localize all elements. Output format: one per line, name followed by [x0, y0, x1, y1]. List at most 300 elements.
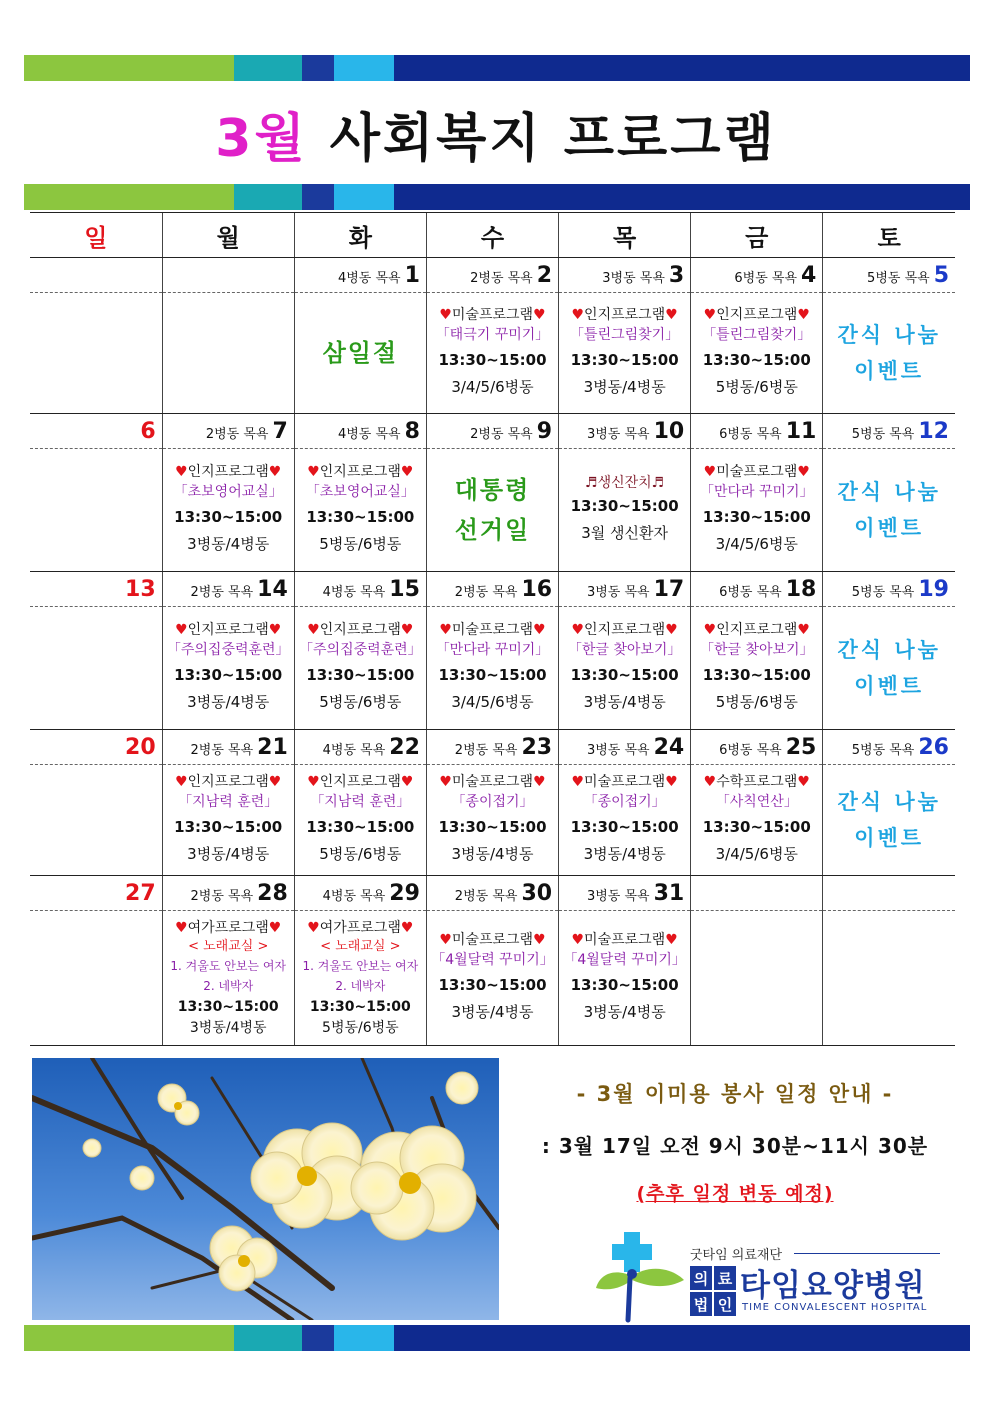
program-cell	[162, 293, 294, 414]
program-title	[691, 773, 822, 791]
heart-icon: ♥	[307, 464, 320, 480]
week-date-row	[30, 572, 955, 607]
program-cell	[823, 911, 955, 1046]
program-time: 13:30~15:00	[438, 666, 547, 684]
program-name: 인지프로그램	[716, 307, 798, 323]
heart-icon: ♥	[439, 932, 452, 948]
day-header-cell	[823, 876, 955, 911]
program-title	[163, 463, 294, 481]
date-number: 28	[257, 880, 288, 906]
program-time: 13:30~15:00	[177, 998, 279, 1015]
week-program-row	[30, 449, 955, 572]
heart-icon: ♥	[533, 307, 546, 323]
day-header-cell	[30, 572, 162, 607]
bath-schedule-label: 3병동 목욕	[586, 584, 650, 600]
date-number: 14	[257, 576, 288, 602]
day-header-cell	[294, 258, 426, 293]
date-number: 19	[918, 576, 949, 602]
day-header-cell	[162, 258, 294, 293]
program-cell	[294, 911, 426, 1046]
program-cell	[559, 449, 691, 572]
date-number: 7	[272, 418, 288, 444]
program-cell	[559, 607, 691, 730]
program-name: 미술프로그램	[584, 932, 666, 948]
program-ward: 3/4/5/6병동	[451, 378, 534, 396]
date-number: 10	[653, 418, 685, 444]
day-header-cell	[559, 572, 691, 607]
program-name: 인지프로그램	[187, 464, 269, 480]
program-cell	[426, 911, 558, 1046]
heart-icon: ♥	[797, 464, 810, 480]
program-name: 미술프로그램	[584, 774, 666, 790]
program-title	[295, 621, 426, 639]
day-header-cell	[823, 730, 955, 765]
date-number: 23	[521, 734, 553, 760]
heart-icon: ♥	[533, 622, 546, 638]
program-name: 미술프로그램	[451, 622, 534, 638]
program-subtitle: 「지남력 훈련」	[178, 794, 279, 810]
program-name: 미술프로그램	[716, 464, 798, 480]
week-program-row	[30, 293, 955, 414]
heart-icon: ♥	[797, 622, 810, 638]
weekday-thu: 목	[559, 213, 691, 258]
program-ward: 5병동/6병동	[715, 378, 798, 396]
program-subtitle: 「한글 찾아보기」	[699, 642, 814, 658]
program-cell	[162, 607, 294, 730]
program-title	[163, 621, 294, 639]
heart-icon: ♥	[665, 774, 678, 790]
weekday-mon: 월	[162, 213, 294, 258]
bath-schedule-label: 4병동 목욕	[337, 426, 401, 442]
heart-icon: ♥	[268, 464, 282, 480]
calendar-table	[30, 212, 955, 1046]
program-time: 13:30~15:00	[570, 497, 679, 515]
bath-schedule-label: 3병동 목욕	[586, 426, 650, 442]
heart-icon: ♥	[439, 774, 452, 790]
bath-schedule-label: 5병동 목욕	[851, 742, 915, 758]
program-subtitle: 「틀린그림찾기」	[570, 327, 680, 343]
program-subtitle: 「만다라 꾸미기」	[435, 642, 550, 658]
program-time: 13:30~15:00	[702, 508, 811, 526]
program-time: 13:30~15:00	[702, 351, 811, 369]
snack-event-label: 간식 나눔	[837, 790, 941, 814]
program-name: 수학프로그램	[716, 774, 798, 790]
date-number: 17	[653, 576, 685, 602]
program-time: 13:30~15:00	[309, 998, 411, 1015]
bath-schedule-label: 5병동 목욕	[851, 584, 915, 600]
heart-icon: ♥	[571, 774, 585, 790]
date-number: 21	[257, 734, 288, 760]
program-time: 13:30~15:00	[174, 508, 283, 526]
program-cell	[294, 765, 426, 876]
sunday-date-number: 20	[125, 734, 156, 760]
bath-schedule-label: 2병동 목욕	[190, 584, 254, 600]
heart-icon: ♥	[703, 622, 717, 638]
program-cell	[426, 449, 558, 572]
plum-blossom-photo	[32, 1058, 499, 1320]
program-title	[295, 463, 426, 481]
heart-icon: ♥	[307, 774, 320, 790]
week-date-row	[30, 258, 955, 293]
program-cell	[162, 765, 294, 876]
bottom-color-band	[24, 1325, 970, 1351]
program-cell	[30, 765, 162, 876]
song-item: 2. 네박자	[203, 978, 254, 993]
date-number: 22	[389, 734, 420, 760]
program-time: 13:30~15:00	[702, 666, 811, 684]
notice-detail: : 3월 17일 오전 9시 30분~11시 30분	[541, 1134, 929, 1158]
program-subtitle: 「만다라 꾸미기」	[699, 484, 814, 500]
program-subtitle: 「4월달력 꾸미기」	[563, 952, 686, 968]
program-title	[691, 621, 822, 639]
day-header-cell	[30, 258, 162, 293]
program-subtitle: 「주의집중력훈련」	[166, 642, 290, 658]
program-cell	[30, 293, 162, 414]
program-ward: 3/4/5/6병동	[715, 535, 798, 553]
program-time: 13:30~15:00	[570, 351, 679, 369]
day-header-cell	[559, 730, 691, 765]
heart-icon: ♥	[175, 622, 188, 638]
snack-event-label: 이벤트	[854, 516, 925, 540]
program-ward: 5병동/6병동	[319, 845, 402, 863]
program-cell	[426, 765, 558, 876]
bath-schedule-label: 4병동 목욕	[322, 584, 386, 600]
heart-icon: ♥	[175, 919, 188, 936]
notice-heading: - 3월 이미용 봉사 일정 안내 -	[576, 1082, 894, 1106]
date-number: 4	[801, 262, 817, 288]
program-subtitle: 「사칙연산」	[715, 794, 798, 810]
heart-icon: ♥	[797, 307, 810, 323]
day-header-cell	[691, 572, 823, 607]
program-name: 인지프로그램	[187, 622, 269, 638]
program-cell	[823, 449, 955, 572]
corp-char: 법	[690, 1292, 712, 1316]
day-header-cell	[162, 572, 294, 607]
day-header-cell	[426, 414, 558, 449]
date-number: 29	[389, 880, 420, 906]
heart-icon: ♥	[175, 774, 188, 790]
day-header-cell	[691, 876, 823, 911]
program-cell	[559, 765, 691, 876]
program-ward: 3병동/4병동	[451, 845, 534, 863]
snack-event-label: 이벤트	[854, 826, 925, 850]
program-ward: 5병동/6병동	[319, 693, 402, 711]
heart-icon: ♥	[571, 932, 585, 948]
date-number: 30	[521, 880, 553, 906]
heart-icon: ♥	[268, 622, 282, 638]
sunday-date-number: 27	[125, 880, 156, 906]
program-title	[163, 919, 294, 937]
bath-schedule-label: 6병동 목욕	[719, 426, 782, 442]
program-time: 13:30~15:00	[570, 976, 679, 994]
title-bottom-band	[24, 184, 970, 210]
program-subtitle: 「초보영어교실」	[173, 484, 283, 500]
bath-schedule-label: 2병동 목욕	[190, 742, 254, 758]
program-name: 여가프로그램	[187, 919, 269, 936]
day-header-cell	[691, 258, 823, 293]
program-title	[559, 621, 690, 639]
program-title	[691, 463, 822, 481]
program-cell	[691, 911, 823, 1046]
bath-schedule-label: 2병동 목욕	[454, 888, 518, 904]
heart-icon: ♥	[533, 932, 546, 948]
program-cell	[294, 293, 426, 414]
date-number: 12	[918, 418, 949, 444]
day-header-cell	[294, 876, 426, 911]
date-number: 9	[536, 418, 553, 444]
program-title: ♬생신잔치♬	[585, 475, 665, 491]
date-number: 8	[404, 418, 420, 444]
weekday-sat: 토	[823, 213, 955, 258]
program-title	[427, 621, 558, 639]
program-cell	[30, 911, 162, 1046]
heart-icon: ♥	[268, 919, 282, 936]
program-ward: 3병동/4병동	[189, 1019, 267, 1036]
heart-icon: ♥	[175, 464, 188, 480]
heart-icon: ♥	[571, 307, 585, 323]
program-ward: 3/4/5/6병동	[451, 693, 534, 711]
program-time: 13:30~15:00	[570, 666, 679, 684]
program-title	[427, 773, 558, 791]
heart-icon: ♥	[307, 919, 320, 936]
program-cell	[691, 765, 823, 876]
volunteer-notice	[500, 1078, 970, 1206]
heart-icon: ♥	[268, 774, 282, 790]
heart-icon: ♥	[400, 464, 414, 480]
program-ward: 3/4/5/6병동	[715, 845, 798, 863]
sunday-date-number: 13	[125, 576, 156, 602]
program-time: 13:30~15:00	[306, 508, 415, 526]
hospital-name-english: TIME CONVALESCENT HOSPITAL	[742, 1302, 928, 1313]
corp-char: 인	[714, 1292, 736, 1316]
program-subtitle: 「지남력 훈련」	[310, 794, 411, 810]
hospital-name: 타임요양병원	[740, 1268, 926, 1304]
heart-icon: ♥	[400, 919, 414, 936]
program-name: 인지프로그램	[319, 464, 401, 480]
foundation-name: 굿타임 의료재단	[690, 1248, 783, 1263]
heart-icon: ♥	[533, 774, 546, 790]
bath-schedule-label: 2병동 목욕	[190, 888, 254, 904]
bath-schedule-label: 5병동 목욕	[851, 426, 915, 442]
program-ward: 3병동/4병동	[187, 845, 270, 863]
date-number: 5	[933, 262, 949, 288]
heart-icon: ♥	[703, 774, 717, 790]
program-ward: 5병동/6병동	[715, 693, 798, 711]
program-ward: 3병동/4병동	[583, 845, 666, 863]
day-header-cell	[559, 258, 691, 293]
date-number: 15	[389, 576, 420, 602]
bath-schedule-label: 4병동 목욕	[322, 742, 386, 758]
program-ward: 3월 생신환자	[581, 524, 669, 542]
program-name: 인지프로그램	[584, 307, 666, 323]
corp-char: 료	[714, 1266, 736, 1290]
date-number: 2	[536, 262, 553, 288]
program-title	[691, 306, 822, 324]
bath-schedule-label: 4병동 목욕	[337, 270, 401, 286]
program-title	[559, 773, 690, 791]
bath-schedule-label: 5병동 목욕	[867, 270, 930, 286]
program-name: 미술프로그램	[451, 307, 534, 323]
date-number: 26	[918, 734, 949, 760]
heart-icon: ♥	[439, 307, 452, 323]
day-header-cell	[30, 414, 162, 449]
program-time: 13:30~15:00	[174, 666, 283, 684]
date-number: 31	[653, 880, 685, 906]
bath-schedule-label: 3병동 목욕	[602, 270, 665, 286]
page-title: 3월 사회복지 프로그램	[215, 109, 777, 169]
bath-schedule-label: 3병동 목욕	[586, 888, 650, 904]
bath-schedule-label: 2병동 목욕	[454, 584, 518, 600]
program-time: 13:30~15:00	[438, 976, 547, 994]
program-ward: 5병동/6병동	[322, 1019, 399, 1036]
date-number: 3	[668, 262, 685, 288]
hospital-logo	[594, 1228, 944, 1324]
program-subtitle: 「초보영어교실」	[305, 484, 415, 500]
program-cell	[559, 911, 691, 1046]
heart-icon: ♥	[571, 622, 585, 638]
weekday-header-row	[30, 213, 955, 258]
program-time: 13:30~15:00	[306, 818, 415, 836]
bath-schedule-label: 3병동 목욕	[586, 742, 650, 758]
program-cell	[823, 607, 955, 730]
program-name: 인지프로그램	[319, 622, 401, 638]
snack-event-label: 이벤트	[854, 359, 925, 383]
holiday-label: 선거일	[454, 516, 531, 544]
logo-divider	[794, 1253, 940, 1254]
bath-schedule-label: 2병동 목욕	[470, 270, 533, 286]
program-ward: 3병동/4병동	[451, 1003, 534, 1021]
day-header-cell	[823, 572, 955, 607]
week-program-row	[30, 765, 955, 876]
weekday-tue: 화	[294, 213, 426, 258]
snack-event-label: 간식 나눔	[837, 480, 941, 504]
program-name: 미술프로그램	[451, 774, 534, 790]
holiday-label: 삼일절	[322, 339, 399, 367]
bath-schedule-label: 6병동 목욕	[719, 584, 782, 600]
program-cell	[294, 449, 426, 572]
holiday-label: 대통령	[454, 476, 531, 504]
program-subtitle: 「틀린그림찾기」	[702, 327, 812, 343]
program-title	[295, 919, 426, 937]
program-time: 13:30~15:00	[570, 818, 679, 836]
program-ward: 3병동/4병동	[583, 1003, 666, 1021]
day-header-cell	[162, 730, 294, 765]
bath-schedule-label: 6병동 목욕	[719, 742, 782, 758]
snack-event-label: 간식 나눔	[837, 638, 941, 662]
program-cell	[162, 449, 294, 572]
program-title	[427, 306, 558, 324]
date-number: 1	[404, 262, 420, 288]
day-header-cell	[823, 414, 955, 449]
program-time: 13:30~15:00	[702, 818, 811, 836]
day-header-cell	[294, 572, 426, 607]
program-name: 미술프로그램	[451, 932, 534, 948]
day-header-cell	[426, 572, 558, 607]
program-cell	[559, 293, 691, 414]
program-cell	[162, 911, 294, 1046]
program-name: 인지프로그램	[319, 774, 401, 790]
day-header-cell	[294, 414, 426, 449]
date-number: 16	[521, 576, 553, 602]
program-name: 인지프로그램	[584, 622, 666, 638]
day-header-cell	[426, 730, 558, 765]
program-cell	[30, 607, 162, 730]
song-item: 2. 네박자	[335, 978, 386, 993]
day-header-cell	[426, 876, 558, 911]
program-ward: 3병동/4병동	[187, 535, 270, 553]
heart-icon: ♥	[665, 307, 678, 323]
day-header-cell	[823, 258, 955, 293]
program-subtitle: 「종이접기」	[583, 794, 666, 810]
program-subtitle: 「주의집중력훈련」	[299, 642, 422, 658]
heart-icon: ♥	[703, 307, 717, 323]
song-item: 1. 겨울도 안보는 여자	[302, 958, 419, 973]
day-header-cell	[294, 730, 426, 765]
day-header-cell	[559, 876, 691, 911]
day-header-cell	[30, 730, 162, 765]
week-date-row	[30, 876, 955, 911]
program-title	[295, 773, 426, 791]
program-title	[559, 306, 690, 324]
program-subtitle: 「4월달력 꾸미기」	[431, 952, 554, 968]
weekday-sun: 일	[30, 213, 162, 258]
program-cell	[823, 293, 955, 414]
week-date-row	[30, 414, 955, 449]
snack-event-label: 간식 나눔	[837, 323, 941, 347]
program-subtitle: < 노래교실 >	[320, 938, 401, 954]
bath-schedule-label: 2병동 목욕	[205, 426, 269, 442]
program-name: 여가프로그램	[319, 919, 401, 936]
program-title	[559, 931, 690, 949]
week-date-row	[30, 730, 955, 765]
heart-icon: ♥	[400, 622, 414, 638]
date-number: 18	[785, 576, 817, 602]
corp-badge	[690, 1266, 736, 1316]
day-header-cell	[162, 414, 294, 449]
song-item: 1. 겨울도 안보는 여자	[170, 958, 287, 973]
day-header-cell	[691, 414, 823, 449]
program-time: 13:30~15:00	[174, 818, 283, 836]
program-time: 13:30~15:00	[306, 666, 415, 684]
weekday-fri: 금	[691, 213, 823, 258]
program-subtitle: 「한글 찾아보기」	[567, 642, 682, 658]
program-ward: 3병동/4병동	[583, 378, 666, 396]
bath-schedule-label: 4병동 목욕	[322, 888, 386, 904]
program-cell	[426, 293, 558, 414]
day-header-cell	[162, 876, 294, 911]
program-title	[427, 931, 558, 949]
bath-schedule-label: 6병동 목욕	[734, 270, 798, 286]
heart-icon: ♥	[307, 622, 320, 638]
program-cell	[426, 607, 558, 730]
snack-event-label: 이벤트	[854, 674, 925, 698]
program-ward: 3병동/4병동	[187, 693, 270, 711]
program-name: 인지프로그램	[187, 774, 269, 790]
medical-cross-icon	[594, 1228, 686, 1324]
program-subtitle: 「태극기 꾸미기」	[435, 327, 550, 343]
program-subtitle: < 노래교실 >	[188, 938, 269, 954]
program-time: 13:30~15:00	[438, 351, 547, 369]
program-subtitle: 「종이접기」	[451, 794, 534, 810]
heart-icon: ♥	[400, 774, 414, 790]
day-header-cell	[691, 730, 823, 765]
program-ward: 5병동/6병동	[319, 535, 402, 553]
day-header-cell	[30, 876, 162, 911]
top-color-band	[24, 55, 970, 81]
heart-icon: ♥	[703, 464, 717, 480]
day-header-cell	[426, 258, 558, 293]
day-header-cell	[559, 414, 691, 449]
